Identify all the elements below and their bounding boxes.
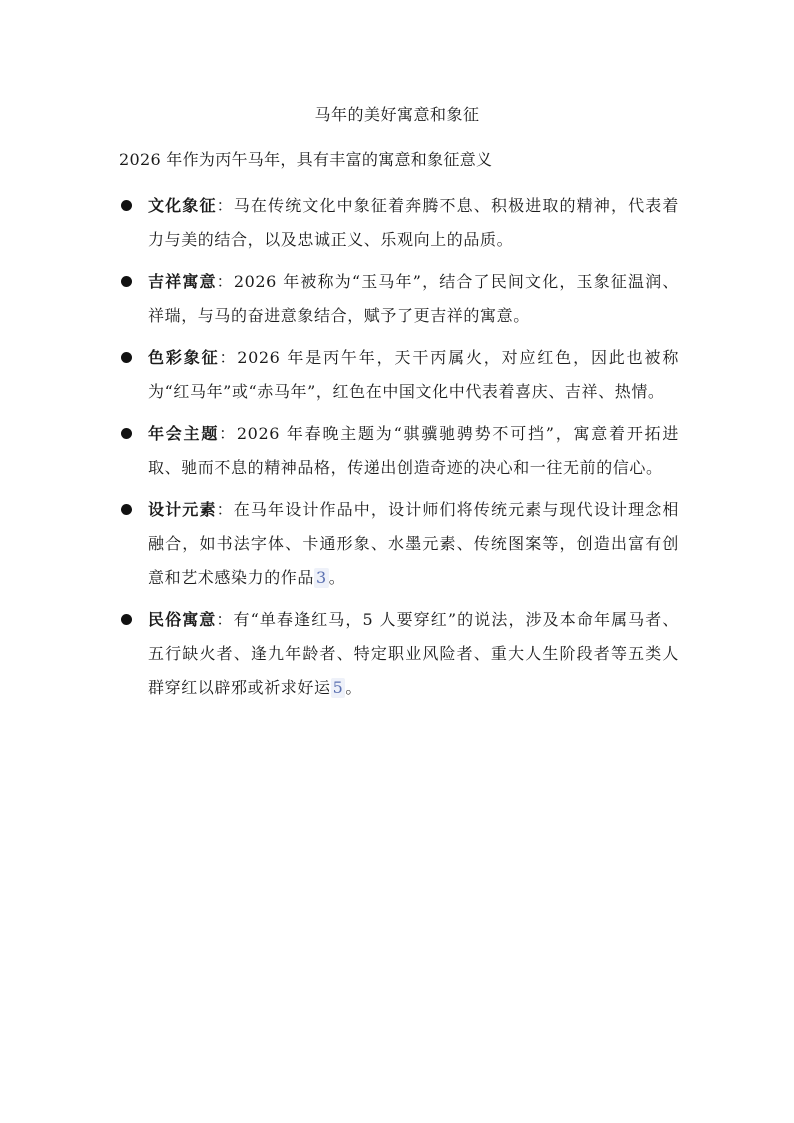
item-label: 文化象征 [148, 196, 217, 215]
list-item-gala-theme [119, 417, 679, 485]
item-separator: ： [216, 610, 234, 629]
item-separator: ： [216, 196, 234, 215]
item-label: 设计元素 [148, 500, 217, 519]
document-title: 马年的美好寓意和象征 [314, 105, 480, 124]
list-item-folk [119, 603, 679, 705]
citation-link[interactable]: 5 [332, 678, 344, 697]
item-label: 年会主题 [148, 424, 220, 443]
item-text: 2026 年是丙午年，天干丙属火，对应红色，因此也被称为“红马年”或“赤马年”，红色在中国文化中代表着喜庆、吉祥、热情。 [148, 348, 679, 401]
item-text: 2026 年被称为“玉马年”，结合了民间文化，玉象征温润、祥瑞，与马的奋进意象结合，赋予了更吉祥的寓意。 [148, 272, 679, 325]
item-separator: ： [219, 424, 237, 443]
bullet-icon [121, 276, 132, 287]
item-tail: 。 [345, 678, 362, 697]
bullet-icon [121, 352, 132, 363]
list-item-color [119, 341, 679, 409]
item-separator: ： [216, 500, 234, 519]
item-label: 吉祥寓意 [148, 272, 217, 291]
item-text: 马在传统文化中象征着奔腾不息、积极进取的精神，代表着力与美的结合，以及忠诚正义、乐观向上的品质。 [148, 196, 679, 249]
item-separator: ： [216, 272, 234, 291]
item-text: 2026 年春晚主题为“骐骥驰骋势不可挡”，寓意着开拓进取、驰而不息的精神品格，传递出创造奇迹的决心和一往无前的信心。 [148, 424, 679, 477]
item-label: 色彩象征 [148, 348, 220, 367]
item-text: 在马年设计作品中，设计师们将传统元素与现代设计理念相融合，如书法字体、卡通形象、水墨元素、传统图案等，创造出富有创意和艺术感染力的作品 [148, 500, 679, 587]
bullet-icon [121, 428, 132, 439]
bullet-icon [121, 200, 132, 211]
list-item-auspicious [119, 265, 679, 333]
citation-link[interactable]: 3 [316, 568, 327, 587]
list-item-design [119, 493, 679, 595]
item-tail: 。 [328, 568, 346, 587]
item-label: 民俗寓意 [148, 610, 217, 629]
list-item-culture [119, 189, 679, 257]
intro-paragraph: 2026 年作为丙午马年，具有丰富的寓意和象征意义 [119, 150, 493, 169]
item-text: 有“单春逢红马，5 人要穿红”的说法，涉及本命年属马者、五行缺火者、逢九年龄者、特定职业风险者、重大人生阶段者等五类人群穿红以辟邪或祈求好运 [148, 610, 679, 697]
item-separator: ： [219, 348, 238, 367]
bullet-icon [121, 614, 132, 625]
symbolism-list [119, 189, 679, 713]
bullet-icon [121, 504, 132, 515]
